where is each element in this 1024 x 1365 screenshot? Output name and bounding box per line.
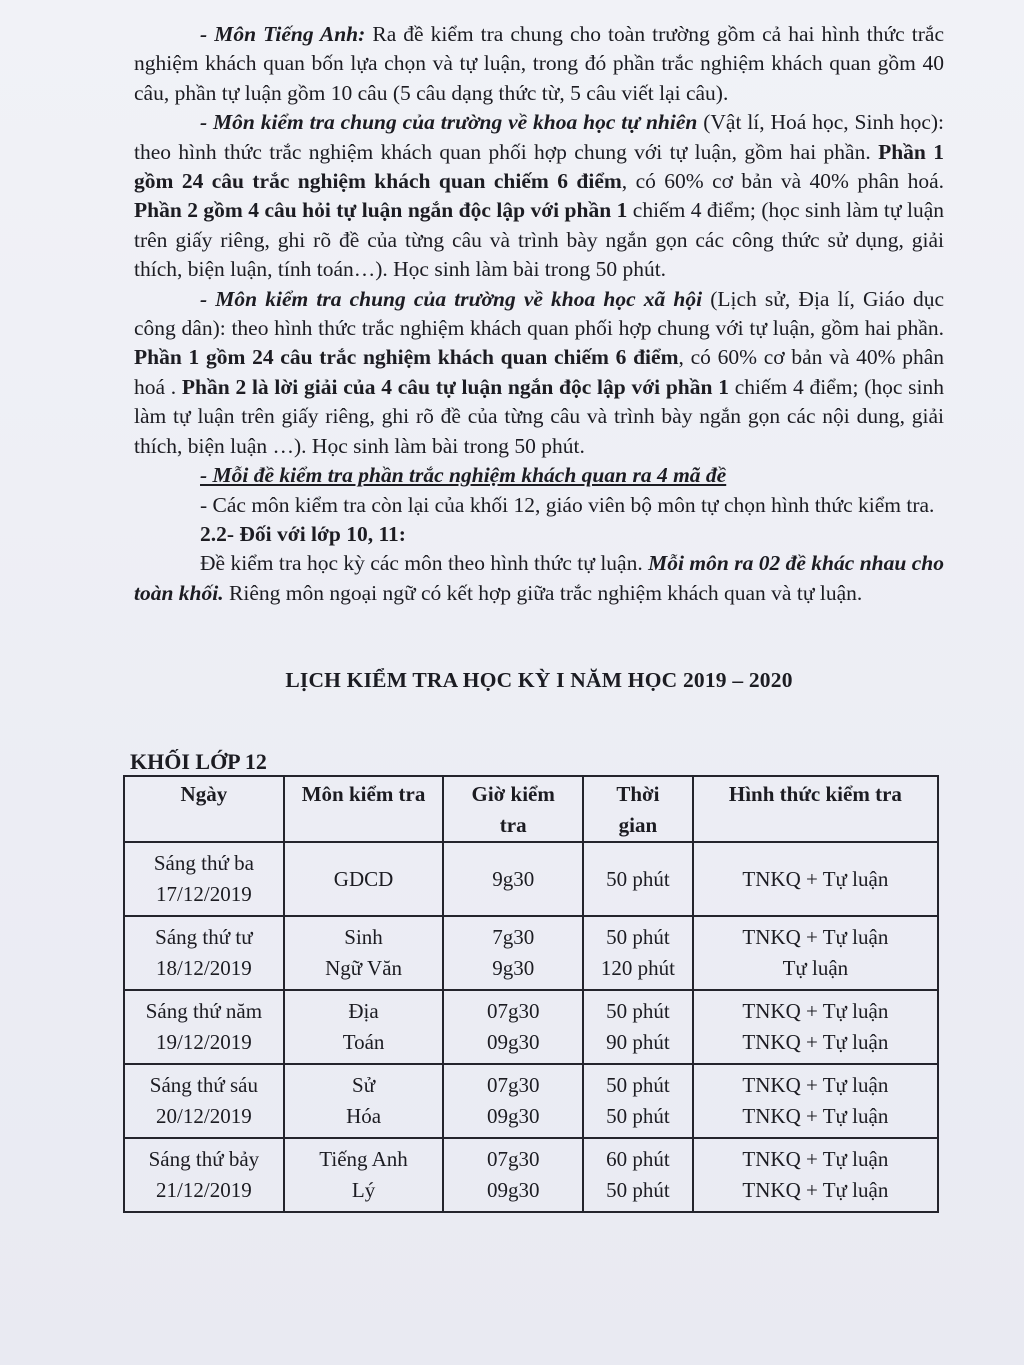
paragraph-english bbox=[134, 20, 944, 108]
cell-format: TNKQ + Tự luận bbox=[693, 842, 938, 916]
header-format: Hình thức kiểm tra bbox=[693, 776, 938, 842]
cell-format: TNKQ + Tự luận TNKQ + Tự luận bbox=[693, 1064, 938, 1138]
natural-science-part2: Phần 2 gồm 4 câu hỏi tự luận ngắn độc lập với phần 1 bbox=[134, 198, 628, 223]
cell-day: Sáng thứ sáu 20/12/2019 bbox=[124, 1064, 284, 1138]
social-science-part1: Phần 1 gồm 24 câu trắc nghiệm khách quan chiếm 6 điểm bbox=[134, 345, 679, 370]
cell-time: 9g30 bbox=[443, 842, 583, 916]
paragraph-exam-codes bbox=[134, 461, 944, 490]
exam-codes-note: - Mỗi đề kiểm tra phần trắc nghiệm khách quan ra 4 mã đề bbox=[200, 463, 727, 488]
cell-subject: Tiếng Anh Lý bbox=[284, 1138, 444, 1212]
cell-duration: 50 phút bbox=[583, 842, 693, 916]
table-row bbox=[124, 842, 938, 916]
cell-format: TNKQ + Tự luận TNKQ + Tự luận bbox=[693, 990, 938, 1064]
natural-science-part1: Phần 1 gồm 24 câu trắc nghiệm khách quan chiếm 6 điểm bbox=[134, 139, 944, 194]
cell-day: Sáng thứ bảy 21/12/2019 bbox=[124, 1138, 284, 1212]
header-day: Ngày bbox=[124, 776, 284, 842]
social-science-part2: Phần 2 là lời giải của 4 câu tự luận ngắn độc lập với phần 1 bbox=[181, 374, 729, 399]
cell-duration: 50 phút 120 phút bbox=[583, 916, 693, 990]
cell-duration: 50 phút 50 phút bbox=[583, 1064, 693, 1138]
natural-science-text-2: , có 60% cơ bản và 40% phân hoá. bbox=[621, 169, 944, 194]
cell-format: TNKQ + Tự luận Tự luận bbox=[693, 916, 938, 990]
paragraph-grade-10-11 bbox=[134, 549, 944, 608]
table-row bbox=[124, 916, 938, 990]
header-time: Giờ kiểm tra bbox=[443, 776, 583, 842]
table-row bbox=[124, 990, 938, 1064]
grade-label: KHỐI LỚP 12 bbox=[130, 749, 267, 775]
grade-10-11-emphasis: Mỗi môn ra 02 đề khác nhau cho toàn khối. bbox=[134, 551, 944, 605]
cell-time: 7g30 9g30 bbox=[443, 916, 583, 990]
paragraph-remaining-subjects: - Các môn kiểm tra còn lại của khối 12, giáo viên bộ môn tự chọn hình thức kiểm tra. bbox=[200, 492, 935, 517]
cell-duration: 50 phút 90 phút bbox=[583, 990, 693, 1064]
header-duration: Thời gian bbox=[583, 776, 693, 842]
section-heading-grade-10-11: 2.2- Đối với lớp 10, 11: bbox=[200, 521, 406, 546]
social-science-text-3: chiếm 4 điểm; (học sinh làm tự luận trên giấy riêng, ghi rõ đề của từng câu và trình bày ngắn gọn các nội dung, giải thích, biện luận …). Học sinh làm bài trong 50 phút. bbox=[134, 374, 945, 458]
social-science-text-2: , có 60% cơ bản và 40% phân hoá . bbox=[134, 345, 945, 399]
schedule-table bbox=[123, 775, 939, 1213]
natural-science-text-3: chiếm 4 điểm; (học sinh làm tự luận trên giấy riêng, ghi rõ đề của từng câu và trình bày ngắn gọn các công thức sử dụng, giải thích, biện luận, tính toán…). Học sinh làm bài trong 50 phút. bbox=[134, 198, 944, 282]
cell-format: TNKQ + Tự luận TNKQ + Tự luận bbox=[693, 1138, 938, 1212]
table-header-row bbox=[124, 776, 938, 842]
cell-subject: GDCD bbox=[284, 842, 444, 916]
cell-time: 07g30 09g30 bbox=[443, 1138, 583, 1212]
schedule-title: LỊCH KIỂM TRA HỌC KỲ I NĂM HỌC 2019 – 2020 bbox=[285, 668, 793, 693]
social-science-title: - Môn kiểm tra chung của trường về khoa học xã hội bbox=[200, 286, 703, 311]
cell-duration: 60 phút 50 phút bbox=[583, 1138, 693, 1212]
cell-day: Sáng thứ tư 18/12/2019 bbox=[124, 916, 284, 990]
cell-subject: Sinh Ngữ Văn bbox=[284, 916, 444, 990]
natural-science-text-1: (Vật lí, Hoá học, Sinh học): theo hình thức trắc nghiệm khách quan phối hợp chung với tự luận, gồm hai phần. bbox=[134, 110, 944, 164]
table-row bbox=[124, 1138, 938, 1212]
cell-time: 07g30 09g30 bbox=[443, 990, 583, 1064]
english-text: Ra đề kiểm tra chung cho toàn trường gồm cả hai hình thức trắc nghiệm khách quan bốn lựa chọn và tự luận, trong đó phần trắc nghiệm khách quan gồm 40 câu, phần tự luận gồm 10 câu (5 câu dạng thức từ, 5 câu viết lại câu). bbox=[134, 22, 944, 105]
cell-day: Sáng thứ năm 19/12/2019 bbox=[124, 990, 284, 1064]
grade-10-11-text-1: Đề kiểm tra học kỳ các môn theo hình thức tự luận. bbox=[200, 551, 649, 576]
cell-time: 07g30 09g30 bbox=[443, 1064, 583, 1138]
table-row bbox=[124, 1064, 938, 1138]
cell-day: Sáng thứ ba 17/12/2019 bbox=[124, 842, 284, 916]
natural-science-title: - Môn kiểm tra chung của trường về khoa học tự nhiên bbox=[200, 110, 698, 135]
paragraph-social-science bbox=[134, 285, 944, 461]
header-subject: Môn kiểm tra bbox=[284, 776, 444, 842]
cell-subject: Địa Toán bbox=[284, 990, 444, 1064]
english-title: - Môn Tiếng Anh: bbox=[200, 22, 366, 46]
social-science-text-1: (Lịch sử, Địa lí, Giáo dục công dân): theo hình thức trắc nghiệm khách quan phối hợp chung với tự luận, gồm hai phần. bbox=[134, 286, 944, 341]
paragraph-natural-science bbox=[134, 108, 944, 284]
grade-10-11-text-2: Riêng môn ngoại ngữ có kết hợp giữa trắc nghiệm khách quan và tự luận. bbox=[223, 580, 863, 605]
cell-subject: Sử Hóa bbox=[284, 1064, 444, 1138]
